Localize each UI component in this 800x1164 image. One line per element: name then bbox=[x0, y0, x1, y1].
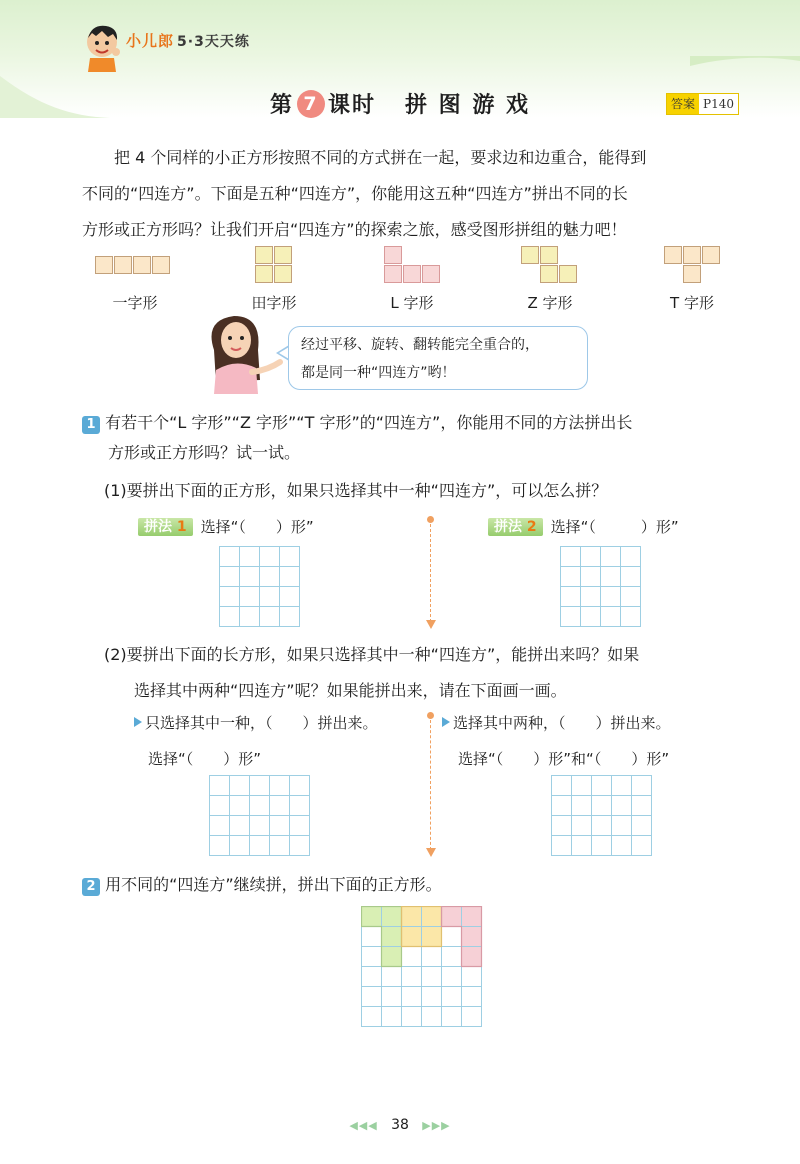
lesson-prefix: 第 bbox=[270, 93, 295, 118]
method-2-tag: 拼法 2 bbox=[488, 518, 543, 536]
answer-page: P140 bbox=[699, 94, 738, 114]
intro-line-2: 不同的“四连方”。下面是五种“四连方”，你能用这五种“四连方”拼出不同的长 bbox=[82, 184, 628, 203]
speech-bubble bbox=[288, 326, 588, 390]
tetromino-label: 田字形 bbox=[251, 294, 297, 312]
square-grid-2[interactable] bbox=[560, 546, 642, 628]
question-1-number: 1 bbox=[82, 416, 100, 434]
bubble-line-2: 都是同一种“四连方”哟！ bbox=[301, 365, 456, 381]
divider-arrow bbox=[426, 620, 436, 629]
lesson-number: 7 bbox=[297, 90, 325, 118]
left-option-line-2: 选择“（ ）形” bbox=[148, 750, 262, 768]
intro-paragraph bbox=[82, 140, 752, 248]
footer-left-arrows-icon: ◀◀◀ bbox=[349, 1119, 378, 1132]
method-2-row bbox=[488, 516, 679, 537]
question-1-part-2-line-1: (2)要拼出下面的长方形，如果只选择其中一种“四连方”，能拼出来吗？如果 bbox=[104, 645, 640, 664]
method-2-text: 选择“（ ）形” bbox=[550, 518, 679, 536]
left-option-line-1: 只选择其中一种，（ ）拼出来。 bbox=[134, 712, 378, 733]
divider-line-1 bbox=[430, 524, 431, 622]
method-1-tag: 拼法 1 bbox=[138, 518, 193, 536]
question-1-part-1: (1)要拼出下面的正方形，如果只选择其中一种“四连方”，可以怎么拼？ bbox=[104, 481, 608, 500]
rectangle-grid-1[interactable] bbox=[209, 775, 311, 857]
divider-arrow bbox=[426, 848, 436, 857]
intro-line-3: 方形或正方形吗？让我们开启“四连方”的探索之旅，感受图形拼组的魅力吧！ bbox=[82, 220, 627, 239]
answer-tag[interactable] bbox=[666, 93, 739, 115]
divider-dot bbox=[427, 712, 434, 719]
brand-logo bbox=[126, 30, 250, 51]
brand-name: 小儿郎 bbox=[126, 32, 175, 50]
series-name: 5·3天天练 bbox=[177, 34, 250, 50]
method-1-text: 选择“（ ）形” bbox=[200, 518, 314, 536]
page-number: 38 bbox=[391, 1117, 409, 1133]
square-grid-6x6[interactable] bbox=[361, 906, 483, 1028]
tetromino-label: Z 字形 bbox=[527, 294, 573, 312]
question-2-number: 2 bbox=[82, 878, 100, 896]
intro-line-1: 把 4 个同样的小正方形按照不同的方式拼在一起，要求边和边重合，能得到 bbox=[114, 148, 647, 167]
mascot-boy-icon bbox=[80, 22, 124, 72]
lesson-name: 拼 图 游 戏 bbox=[405, 93, 530, 118]
divider-dot bbox=[427, 516, 434, 523]
page-footer bbox=[0, 1117, 800, 1133]
bubble-line-1: 经过平移、旋转、翻转能完全重合的， bbox=[301, 337, 539, 353]
teacher-illustration-icon bbox=[196, 310, 286, 394]
square-grid-1[interactable] bbox=[219, 546, 301, 628]
rectangle-grid-2[interactable] bbox=[551, 775, 653, 857]
divider-line-2 bbox=[430, 720, 431, 850]
answer-label: 答案 bbox=[667, 94, 699, 114]
question-2-text: 用不同的“四连方”继续拼，拼出下面的正方形。 bbox=[105, 875, 442, 894]
question-1-part-2-line-2: 选择其中两种“四连方”呢？如果能拼出来，请在下面画一画。 bbox=[134, 681, 567, 700]
question-1 bbox=[82, 408, 762, 438]
question-2 bbox=[82, 870, 442, 900]
right-option-line-1: 选择其中两种，（ ）拼出来。 bbox=[442, 712, 671, 733]
method-1-row bbox=[138, 516, 314, 537]
question-1-line-2: 方形或正方形吗？试一试。 bbox=[108, 443, 301, 462]
triangle-bullet-icon bbox=[442, 717, 450, 727]
lesson-suffix: 课时 bbox=[328, 93, 377, 118]
tetromino-label: L 字形 bbox=[390, 294, 434, 312]
right-option-line-2: 选择“（ ）形”和“（ ）形” bbox=[458, 750, 670, 768]
question-1-line-1: 有若干个“L 字形”“Z 字形”“T 字形”的“四连方”，你能用不同的方法拼出长 bbox=[105, 413, 633, 432]
triangle-bullet-icon bbox=[134, 717, 142, 727]
footer-right-arrows-icon: ▶▶▶ bbox=[422, 1119, 451, 1132]
tetromino-label: 一字形 bbox=[112, 294, 158, 312]
tetromino-label: T 字形 bbox=[670, 294, 714, 312]
